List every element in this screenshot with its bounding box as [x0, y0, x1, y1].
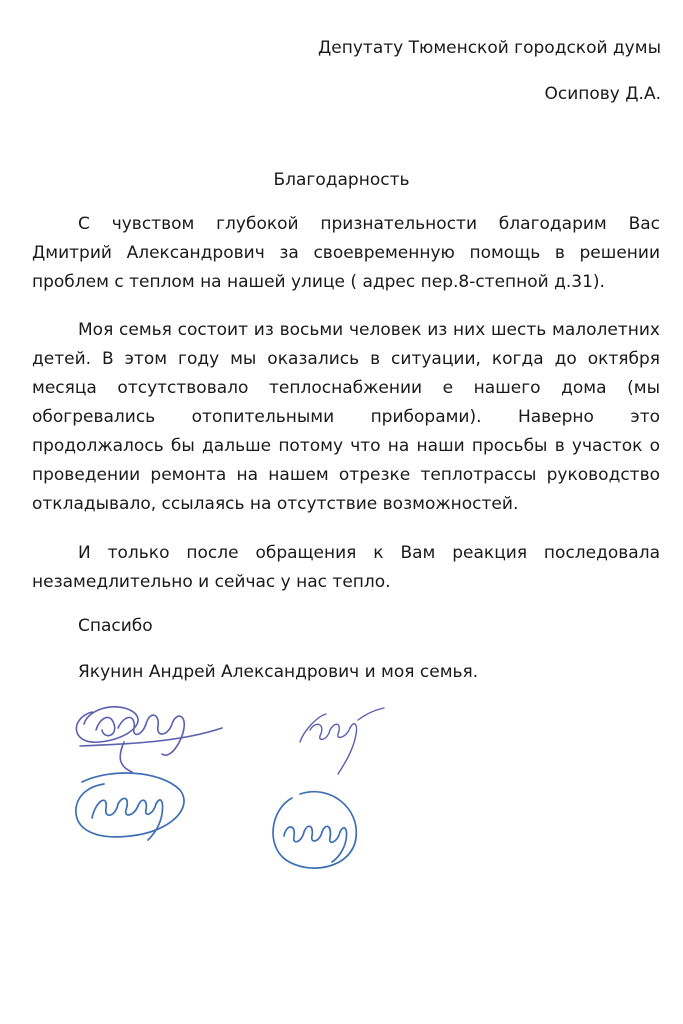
paragraph-2: Моя семья состоит из восьми человек из них шесть малолетних детей. В этом году мы оказались в ситуации, когда до октября месяца отсутствовало теплоснабжении е нашего дома (мы обогревались отопительными приборами). Наверно это продолжалось бы дальше потому что на наши просьбы в участок о проведении ремонта на нашем отрезке теплотрассы руководство откладывало, ссылаясь на отсутствие возможностей. [32, 320, 660, 514]
signature-2 [300, 708, 384, 774]
signature-1 [76, 707, 222, 772]
closing-thanks: Спасибо [78, 616, 153, 636]
letter-title: Благодарность [273, 170, 410, 190]
signature-4 [273, 792, 356, 868]
addressee-line-1: Депутату Тюменской городской думы [318, 38, 661, 58]
signatures-drawing [0, 690, 683, 880]
signatures-area [0, 690, 683, 880]
paragraph-3: И только после обращения к Вам реакция последовала незамедлительно и сейчас у нас тепло. [32, 543, 660, 592]
addressee-line-2: Осипову Д.А. [544, 84, 661, 104]
signer-name: Якунин Андрей Александрович и моя семья. [78, 662, 479, 682]
paragraph-1: С чувством глубокой признательности благодарим Вас Дмитрий Александрович за своевременную помощь в решении проблем с теплом на нашей улице ( адрес пер.8-степной д.31). [32, 214, 660, 292]
signature-3 [76, 773, 184, 840]
